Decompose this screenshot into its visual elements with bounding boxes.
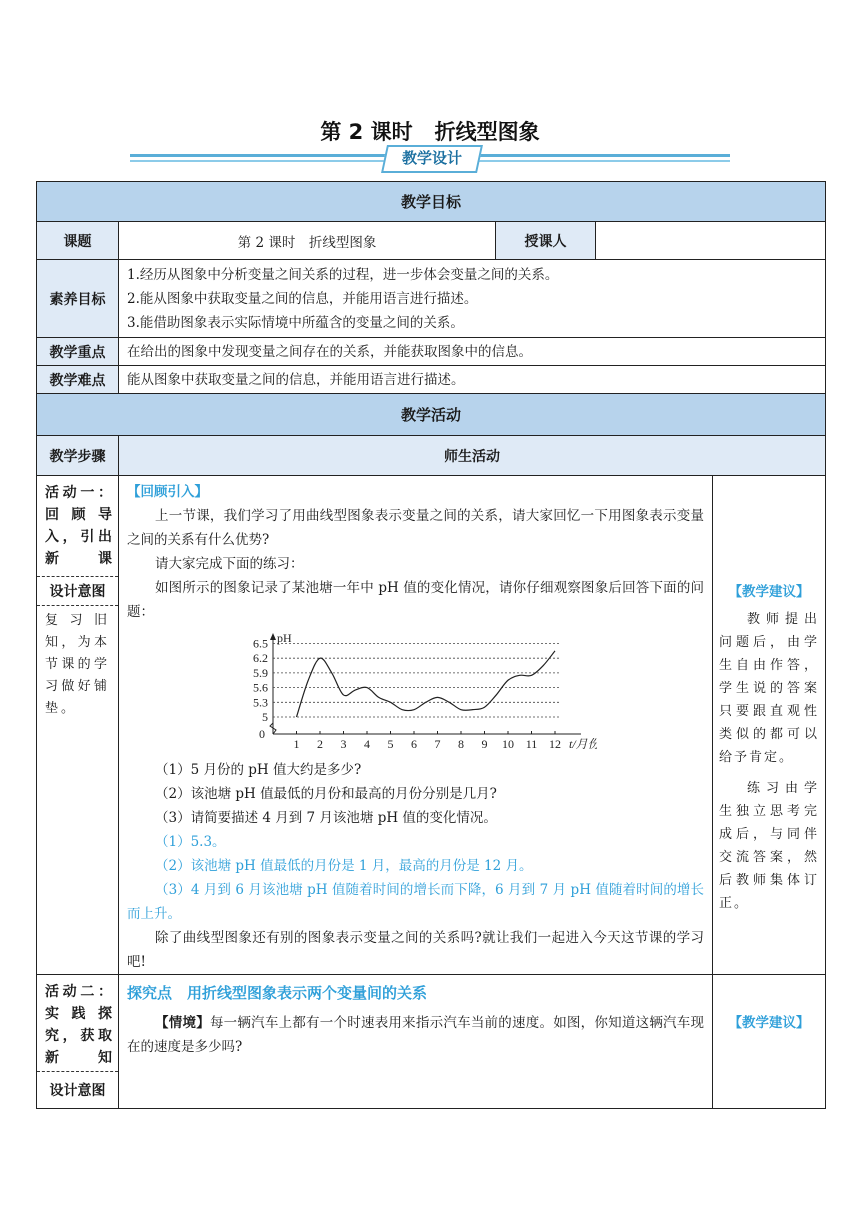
review-paragraph: 上一节课，我们学习了用曲线型图象表示变量之间的关系，请大家回忆一下用图象表示变量之间的关系有什么优势?	[127, 508, 704, 548]
key-point-value: 在给出的图象中发现变量之间存在的关系，并能获取图象中的信息。	[119, 338, 826, 366]
activity1-suggestion-1: 教师提出问题后，由学生自由作答，学生说的答案只要跟直观性类似的都可以给予肯定。	[719, 612, 819, 765]
exercise-intro: 请大家完成下面的练习：	[155, 556, 304, 572]
x-tick-label: 8	[458, 737, 464, 751]
x-tick-label: 1	[293, 737, 300, 751]
activity2-suggestion-label: 【教学建议】	[728, 1015, 810, 1031]
y-tick-label: 5.6	[253, 680, 268, 695]
page-title	[0, 116, 860, 146]
activity2-label: 活动二：实践探究，获取新知	[45, 984, 112, 1066]
y-axis-arrow	[270, 633, 276, 640]
difficulty-value: 能从图象中获取变量之间的信息，并能用语言进行描述。	[119, 366, 826, 394]
activity2-content	[119, 975, 713, 1109]
answer-3: （3）4 月到 6 月该池塘 pH 值随着时间的增长而下降，6 月到 7 月 pH 值随着时间的增长而上升。	[127, 882, 704, 922]
x-tick-label: 4	[364, 737, 370, 751]
situation-paragraph	[127, 1011, 704, 1059]
answer-2: （2）该池塘 pH 值最低的月份是 1 月，最高的月份是 12 月。	[155, 858, 533, 874]
y-tick-label: 6.2	[253, 651, 268, 666]
x-tick-label: 3	[340, 737, 347, 751]
question-2: （2）该池塘 pH 值最低的月份和最高的月份分别是几月?	[155, 786, 497, 802]
y-tick-label: 5.9	[253, 665, 268, 680]
x-tick-label: 7	[434, 737, 441, 751]
x-tick-label: 9	[481, 737, 488, 751]
title-sub: 折线型图象	[434, 120, 540, 144]
literacy-item: 2.能从图象中获取变量之间的信息，并能用语言进行描述。	[127, 290, 478, 307]
teacher-label: 授课人	[496, 222, 596, 260]
topic-label: 课题	[37, 222, 119, 260]
difficulty-label: 教学难点	[37, 366, 119, 394]
x-axis-label: t/月份	[569, 737, 597, 751]
origin-label: 0	[259, 727, 265, 741]
question-3: （3）请简要描述 4 月到 7 月该池塘 pH 值的变化情况。	[155, 810, 497, 826]
teacher-value	[596, 222, 826, 260]
exercise-description: 如图所示的图象记录了某池塘一年中 pH 值的变化情况，请你仔细观察图象后回答下面的问题：	[127, 580, 704, 620]
literacy-item: 3.能借助图象表示实际情境中所蕴含的变量之间的关系。	[127, 314, 464, 331]
y-tick-label: 5	[262, 710, 268, 724]
activity1-suggestion-label: 【教学建议】	[728, 584, 810, 600]
topic-value: 第 2 课时 折线型图象	[119, 222, 496, 260]
activity2-suggestion-cell	[713, 975, 826, 1109]
literacy-item: 1.经历从图象中分析变量之间关系的过程，进一步体会变量之间的关系。	[127, 266, 559, 283]
key-point-label: 教学重点	[37, 338, 119, 366]
y-axis-label: pH	[277, 631, 292, 645]
literacy-label: 素养目标	[37, 260, 119, 338]
situation-tag: 【情境】	[155, 1015, 210, 1031]
x-tick-label: 2	[317, 737, 323, 751]
x-tick-label: 11	[525, 737, 538, 751]
question-1: （1）5 月份的 pH 值大约是多少?	[155, 762, 362, 778]
ph-series-line	[297, 651, 556, 717]
y-tick-label: 6.5	[253, 636, 268, 651]
literacy-goals	[119, 260, 826, 338]
activity1-content	[119, 476, 713, 975]
y-tick-label: 5.3	[253, 695, 268, 710]
teacher-student-column-header: 师生活动	[119, 436, 826, 476]
goals-header: 教学目标	[37, 182, 826, 222]
situation-text: 每一辆汽车上都有一个时速表用来指示汽车当前的速度。如图，你知道这辆汽车现在的速度是多少吗?	[127, 1015, 705, 1055]
activity1-intent-label: 设计意图	[37, 576, 118, 606]
transition-paragraph: 除了曲线型图象还有别的图象表示变量之间的关系吗?就让我们一起进入今天这节课的学习吧!	[127, 930, 704, 970]
explore-heading: 探究点 用折线型图象表示两个变量间的关系	[127, 984, 428, 1002]
x-tick-label: 6	[411, 737, 417, 751]
activities-header: 教学活动	[37, 394, 826, 436]
banner-text: 教学设计	[401, 149, 462, 167]
review-tag: 【回顾引入】	[127, 484, 208, 500]
activity1-step-cell	[37, 476, 119, 975]
x-tick-label: 12	[549, 737, 561, 751]
ph-chart-svg	[237, 630, 597, 754]
x-tick-label: 5	[387, 737, 394, 751]
activity2-step-cell	[37, 975, 119, 1109]
activity1-intent-text: 复习旧知，为本节课的学习做好铺垫。	[45, 613, 110, 716]
steps-column-header: 教学步骤	[37, 436, 119, 476]
activity2-intent-label: 设计意图	[37, 1071, 118, 1108]
ph-chart	[237, 630, 597, 754]
section-banner	[130, 145, 730, 171]
lesson-plan-table	[36, 181, 826, 1109]
activity1-suggestion-cell	[713, 476, 826, 975]
answer-1: （1）5.3。	[155, 834, 226, 850]
activity1-suggestion-2: 练习由学生独立思考完成后，与同伴交流答案，然后教师集体订正。	[719, 781, 819, 911]
title-main: 第 2 课时	[320, 120, 413, 144]
x-tick-label: 10	[502, 737, 514, 751]
activity1-label: 活动一：回顾导入，引出新课	[45, 485, 112, 567]
